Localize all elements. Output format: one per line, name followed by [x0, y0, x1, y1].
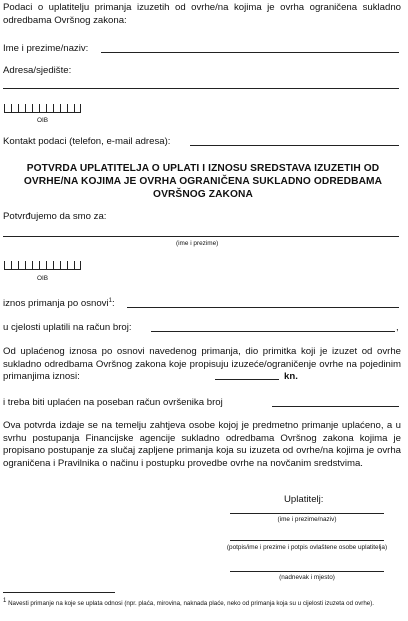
oib-cell[interactable]	[46, 104, 53, 112]
special-account-line[interactable]	[272, 406, 399, 407]
special-account-label: i treba biti uplaćen na poseban račun ovršenika broj	[3, 397, 223, 408]
oib-cell[interactable]	[32, 261, 39, 269]
income-basis-text: iznos primanja po osnovi	[3, 298, 109, 309]
exempt-amount-paragraph: Od uplaćenog iznosa po osnovi navedenog primanja, dio primitka koji je izuzet od ovrhe sukladno odredbama Ovršnog zakona koje propisuju izuzeće/ograničenje ovrhe na pojedinim primanjima iznosi:	[3, 346, 401, 382]
oib-cell[interactable]	[25, 261, 32, 269]
oib-cell[interactable]	[74, 261, 81, 269]
document-title: POTVRDA UPLATITELJA O UPLATI I IZNOSU SREDSTAVA IZUZETIH OD OVRHE/NA KOJIMA JE OVRHA OGRANIČENA SUKLADNO ODREDBAMA OVRŠNOG ZAKONA	[23, 163, 383, 200]
oib-cell[interactable]	[60, 104, 67, 112]
date-place-line[interactable]	[230, 571, 384, 572]
oib-cell[interactable]	[39, 104, 46, 112]
footnote-ref: 1	[108, 297, 112, 304]
oib-cell[interactable]	[46, 261, 53, 269]
oib-boxes-2[interactable]	[4, 261, 81, 270]
income-basis-label: iznos primanja po osnovi$^1$:	[3, 297, 115, 309]
contact-label: Kontakt podaci (telefon, e-mail adresa):	[3, 136, 171, 147]
account-number-line[interactable]	[151, 331, 395, 332]
oib-boxes[interactable]	[4, 104, 81, 113]
person-name-line[interactable]	[3, 236, 399, 237]
payer-label: Uplatitelj:	[284, 494, 324, 505]
signature-caption: (potpis/ime i prezime i potpis ovlaštene osobe uplatitelja)	[226, 544, 388, 551]
oib-cell[interactable]	[4, 104, 11, 112]
oib-cell[interactable]	[18, 104, 25, 112]
oib-cell[interactable]	[67, 104, 74, 112]
address-field-line[interactable]	[3, 88, 399, 89]
oib-cell[interactable]	[39, 261, 46, 269]
name-field-label: Ime i prezime/naziv:	[3, 43, 89, 54]
address-field-label: Adresa/sjedište:	[3, 65, 72, 76]
income-basis-line[interactable]	[127, 307, 399, 308]
payer-name-caption: (ime i prezime/naziv)	[277, 516, 337, 523]
signature-line[interactable]	[230, 540, 384, 541]
footnote-separator	[3, 592, 115, 593]
oib-cell[interactable]	[25, 104, 32, 112]
legal-basis-paragraph: Ova potvrda izdaje se na temelju zahtjeva osobe kojoj je predmetno primanje uplaćeno, a u svrhu postupanja Financijske agencije sukladno odredbama Ovršnog zakona kojima je propisano postupanje za slučaj zapljene primanja koja su izuzeta od ovrhe/na kojima je ovrha ograničena i Pravilnika o načinu i postupku provedbe ovrhe na novčanim sredstvima.	[3, 420, 401, 469]
oib-cell[interactable]	[74, 104, 81, 112]
confirm-text: Potvrđujemo da smo za:	[3, 211, 107, 222]
exempt-amount-line[interactable]	[215, 379, 279, 380]
person-name-caption: (ime i prezime)	[176, 240, 219, 247]
oib-label-2: OIB	[37, 275, 49, 282]
oib-cell[interactable]	[53, 261, 60, 269]
oib-cell[interactable]	[11, 261, 18, 269]
oib-cell[interactable]	[53, 104, 60, 112]
footnote	[3, 597, 401, 608]
oib-label: OIB	[37, 117, 49, 124]
contact-line[interactable]	[190, 145, 399, 146]
name-field-line[interactable]	[101, 52, 399, 53]
oib-cell[interactable]	[11, 104, 18, 112]
footnote-number: 1	[3, 597, 7, 604]
currency-label: kn.	[284, 371, 298, 382]
oib-cell[interactable]	[4, 261, 11, 269]
oib-cell[interactable]	[32, 104, 39, 112]
paid-to-account-label: u cjelosti uplatili na račun broj:	[3, 322, 132, 333]
payer-name-line[interactable]	[230, 513, 384, 514]
date-place-caption: (nadnevak i mjesto)	[279, 574, 335, 581]
intro-text: Podaci o uplatitelju primanja izuzetih od ovrhe/na kojima je ovrha ograničena sukladno odredbama Ovršnog zakona:	[3, 2, 401, 26]
oib-cell[interactable]	[60, 261, 67, 269]
oib-cell[interactable]	[67, 261, 74, 269]
oib-cell[interactable]	[18, 261, 25, 269]
footnote-text: Navesti primanje na koje se uplata odnosi (npr. plaća, mirovina, naknada plaće, neko od primanja koja su u cijelosti izuzeta od ovrhe).	[8, 600, 375, 607]
